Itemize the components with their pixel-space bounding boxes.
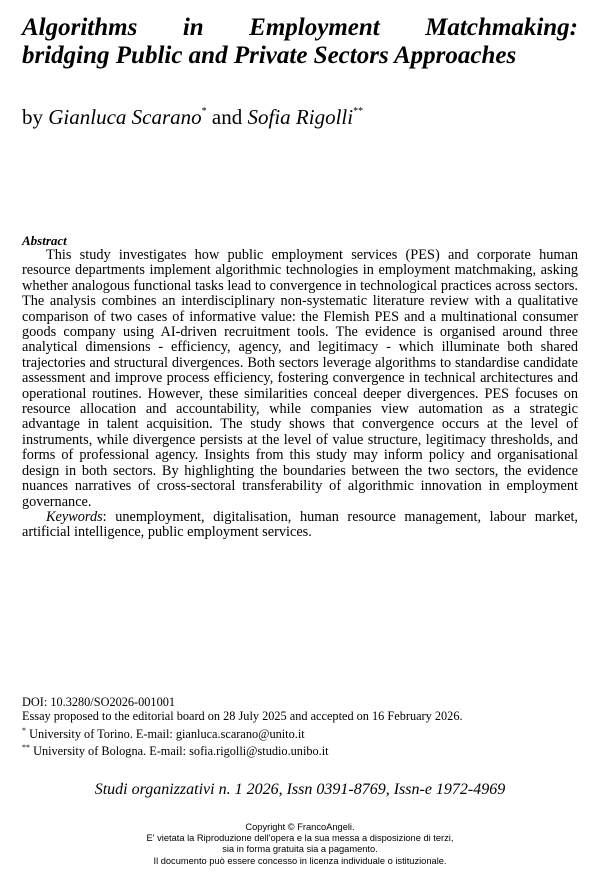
author-1: Gianluca Scarano	[48, 105, 202, 129]
title-word: Employment	[249, 14, 380, 41]
byline-prefix: by	[22, 105, 43, 129]
affiliation-2	[22, 741, 578, 758]
title-line-1	[22, 14, 578, 42]
submission-dates: Essay proposed to the editorial board on 28 July 2025 and accepted on 16 February 2026.	[22, 709, 463, 724]
copyright-line: Il documento può essere concesso in licenza individuale o istituzionale.	[153, 855, 447, 866]
doi: DOI: 10.3280/SO2026-001001	[22, 695, 176, 709]
author-2: Sofia Rigolli	[247, 105, 354, 129]
abstract-body: This study investigates how public employment services (PES) and corporate human resource departments implement algorithmic technologies in employment matchmaking, asking whether analogous functional tasks lead to convergence in technological practices across sectors. The analysis combines an interdisciplinary non-systematic literature review with a qualitative comparison of two cases of informative value: the Flemish PES and a multinational consumer goods company using AI-driven recruitment tools. The evidence is organised around three analytical dimensions - efficiency, agency, and legitimacy - which illuminate both shared trajectories and structural divergences. Both sectors leverage algorithms to standardise candidate assessment and improve process efficiency, fostering convergence in technical architectures and operational routines. However, these similarities conceal deeper divergences. PES focuses on resource allocation and accountability, while companies view automation as a strategic advantage in talent acquisition. The study shows that convergence occurs at the level of instruments, while divergence persists at the level of value structure, legitimacy thresholds, and forms of professional agency. Insights from this study may inform policy and organisational design in both sectors. By highlighting the boundaries between the two sectors, the evidence nuances narratives of cross-sectoral transferability of algorithmic innovation in employment governance.	[22, 247, 578, 510]
affiliation-2-text: University of Bologna. E-mail: sofia.rigolli@studio.unibo.it	[30, 744, 329, 759]
paper-title	[22, 14, 578, 70]
copyright-line: sia in forma gratuita sia a pagamento.	[222, 844, 378, 855]
byline	[22, 101, 363, 130]
keywords-label: Keywords	[46, 508, 103, 525]
title-word: Algorithms	[22, 14, 138, 41]
title-word: Matchmaking:	[425, 14, 578, 41]
copyright-notice	[0, 822, 600, 867]
affiliation-1-text: University of Torino. E-mail: gianluca.scarano@unito.it	[26, 726, 305, 741]
journal-citation: Studi organizzativi n. 1 2026, Issn 0391-8769, Issn-e 1972-4969	[94, 781, 506, 798]
copyright-line: E' vietata la Riproduzione dell'opera e la sua messa a disposizione di terzi,	[146, 833, 454, 844]
keywords	[22, 510, 578, 541]
author-1-footnote-mark: *	[201, 106, 207, 117]
keywords-list: : unemployment, digitalisation, human resource management, labour market, artificial intelligence, public employment services.	[22, 508, 578, 541]
byline-conjunction: and	[211, 105, 243, 129]
affiliation-2-mark: **	[22, 742, 30, 752]
copyright-line: Copyright © FrancoAngeli.	[245, 822, 355, 832]
abstract-heading: Abstract	[22, 233, 67, 248]
article-metadata	[22, 695, 578, 758]
title-word: in	[182, 14, 204, 41]
affiliation-1-mark: *	[22, 725, 26, 735]
title-line-2: bridging Public and Private Sectors Approaches	[22, 42, 517, 69]
affiliation-1	[22, 724, 578, 741]
author-2-footnote-mark: **	[353, 106, 364, 117]
abstract-section	[22, 248, 578, 541]
